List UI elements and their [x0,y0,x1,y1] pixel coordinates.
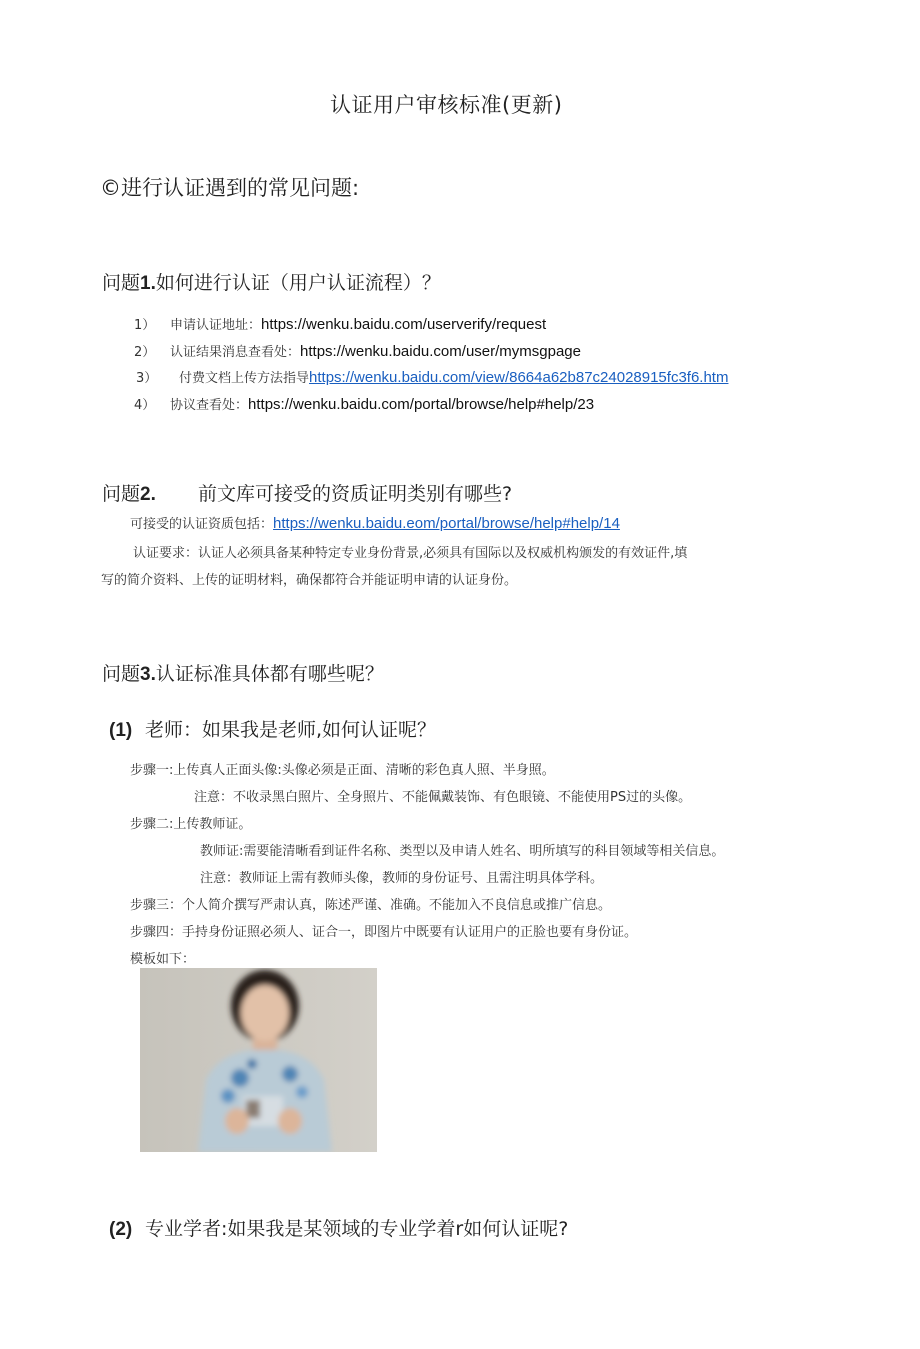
teacher-cert-requirement: 教师证:需要能清晰看到证件名称、类型以及申请人姓名、明所填写的科目领域等相关信息。 [200,844,725,859]
question-number: 3. [140,664,156,685]
question-2-heading [102,479,512,506]
item-url: https://wenku.baidu.com/user/mymsgpage [300,343,581,360]
document-title: 认证用户审核标准(更新) [330,93,563,117]
requirement-line-1: 认证要求：认证人必须具备某种特定专业身份背景,必须具有国际以及权威机构颁发的有效证件,填 [133,546,688,561]
item-url: https://wenku.baidu.com/userverify/request [261,316,547,333]
step-4: 步骤四：手持身份证照必须人、证合一，即图片中既要有认证用户的正脸也要有身份证。 [130,925,638,940]
item-number: 1） [134,318,156,333]
template-label: 模板如下： [130,952,196,967]
question-number: 2. [140,484,156,505]
accept-link[interactable]: https://wenku.baidu.eom/portal/browse/help#help/14 [273,515,620,532]
question-prefix: 问题 [102,663,141,685]
subsection-number: (2) [109,1219,133,1240]
note-1: 注意：不收录黑白照片、全身照片、不能佩戴装饰、有色眼镜、不能使用PS过的头像。 [194,790,692,805]
list-item [134,394,594,413]
list-item [136,367,728,386]
question-text: 前文库可接受的资质证明类别有哪些? [198,483,513,505]
question-prefix: 问题 [102,483,141,505]
item-url: https://wenku.baidu.com/portal/browse/help#help/23 [248,396,595,413]
question-text: 如何进行认证（用户认证流程）？ [155,272,441,294]
question-1-heading [102,268,441,295]
item-number: 3） [136,371,158,386]
question-3-heading [102,659,384,686]
template-photo [140,968,377,1152]
section-heading: ©进行认证遇到的常见问题: [100,176,360,200]
item-number: 4） [134,398,156,413]
accept-label: 可接受的认证资质包括： [130,517,274,532]
item-label: 协议查看处： [170,398,249,413]
item-label: 申请认证地址： [170,318,262,333]
note-2: 注意：教师证上需有教师头像，教师的身份证号、且需注明具体学科。 [200,871,604,886]
subsection-text: 老师：如果我是老师,如何认证呢？ [145,719,437,741]
step-2: 步骤二:上传教师证。 [130,817,252,832]
subsection-text: 专业学者:如果我是某领域的专业学着r如何认证呢? [145,1218,569,1240]
list-item [134,314,546,333]
question-number: 1. [140,273,156,294]
teacher-heading [109,715,436,742]
accepted-qualifications [130,513,620,532]
requirement-line-2: 写的简介资料、上传的证明材料，确保都符合并能证明申请的认证身份。 [101,573,518,588]
item-label: 付费文档上传方法指导 [179,371,310,386]
subsection-number: (1) [109,720,133,741]
question-text: 认证标准具体都有哪些呢？ [155,663,384,685]
item-link[interactable]: https://wenku.baidu.com/view/8664a62b87c24028915fc3f6.htm [309,369,729,386]
scholar-heading [109,1214,568,1241]
item-number: 2） [134,345,156,360]
step-1: 步骤一:上传真人正面头像:头像必须是正面、清晰的彩色真人照、半身照。 [130,763,555,778]
item-label: 认证结果消息查看处： [170,345,301,360]
question-prefix: 问题 [102,272,141,294]
list-item [134,341,581,360]
step-3: 步骤三：个人简介撰写严肃认真，陈述严谨、准确。不能加入不良信息或推广信息。 [130,898,612,913]
